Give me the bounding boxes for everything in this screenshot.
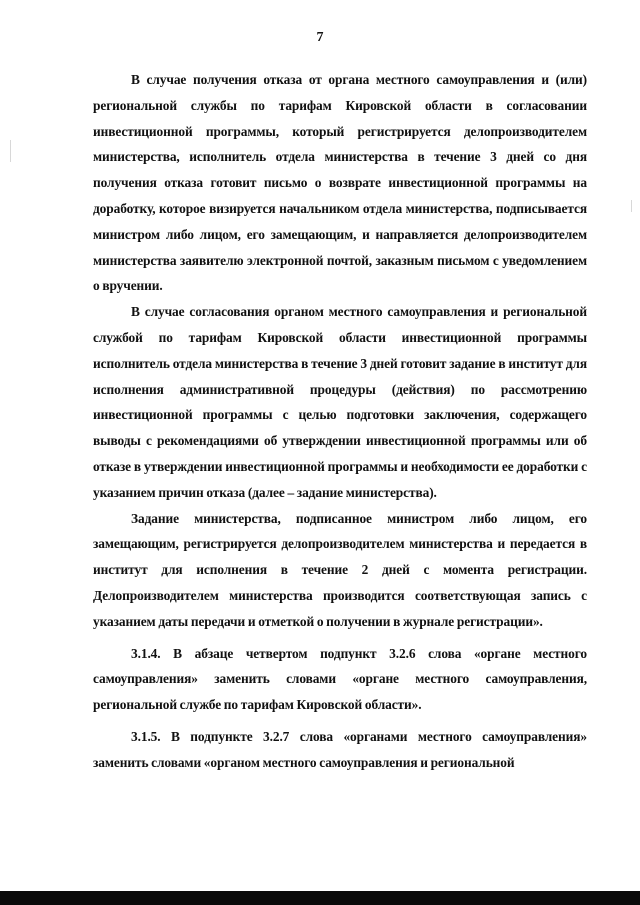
paragraph-refusal-procedure: В случае получения отказа от органа местного самоуправления и (или) региональной службы по тарифам Кировской области в согласовании инвестиционной программы, который регистрируется делопроизводителем министерства, исполнитель отдела министерства в течение 3 дней со дня получения отказа готовит письмо о возврате инвестиционной программы на доработку, которое визируется начальником отдела министерства, подписывается министром либо лицом, его замещающим, и направляется делопроизводителем министерства заявителю электронной почтой, заказным письмом с уведомлением о вручении. — [93, 72, 587, 294]
scan-artifact — [10, 140, 11, 162]
paragraph-ministry-task: Задание министерства, подписанное министром либо лицом, его замещающим, регистрируется делопроизводителем министерства и передается в институт для исполнения в течение 2 дней с момента регистрации. Делопроизводителем министерства производится соответствующая запись с указанием даты передачи и отметкой о получении в журнале регистрации». — [93, 510, 587, 629]
page-number: 7 — [316, 30, 324, 45]
scan-bottom-edge — [0, 891, 640, 905]
scan-artifact — [631, 200, 632, 212]
paragraph-approval-procedure: В случае согласования органом местного самоуправления и региональной службой по тарифам Кировской области инвестиционной программы исполнитель отдела министерства в течение 3 дней готовит задание в институт для исполнения административной процедуры (действия) по рассмотрению инвестиционной программы с целью подготовки заключения, содержащего выводы с рекомендациями об утверждении инвестиционной программы или об отказе в утверждении инвестиционной программы и необходимости ее доработки с указанием причин отказа (далее – задание министерства). — [93, 304, 587, 500]
paragraph-clause-3-1-5: 3.1.5. В подпункте 3.2.7 слова «органами местного самоуправления» заменить словами «органом местного самоуправления и региональной — [93, 728, 587, 770]
paragraph-clause-3-1-4: 3.1.4. В абзаце четвертом подпункт 3.2.6 слова «органе местного самоуправления» заменить словами «органе местного самоуправления, региональной службе по тарифам Кировской области». — [93, 645, 587, 713]
document-body — [93, 67, 587, 776]
